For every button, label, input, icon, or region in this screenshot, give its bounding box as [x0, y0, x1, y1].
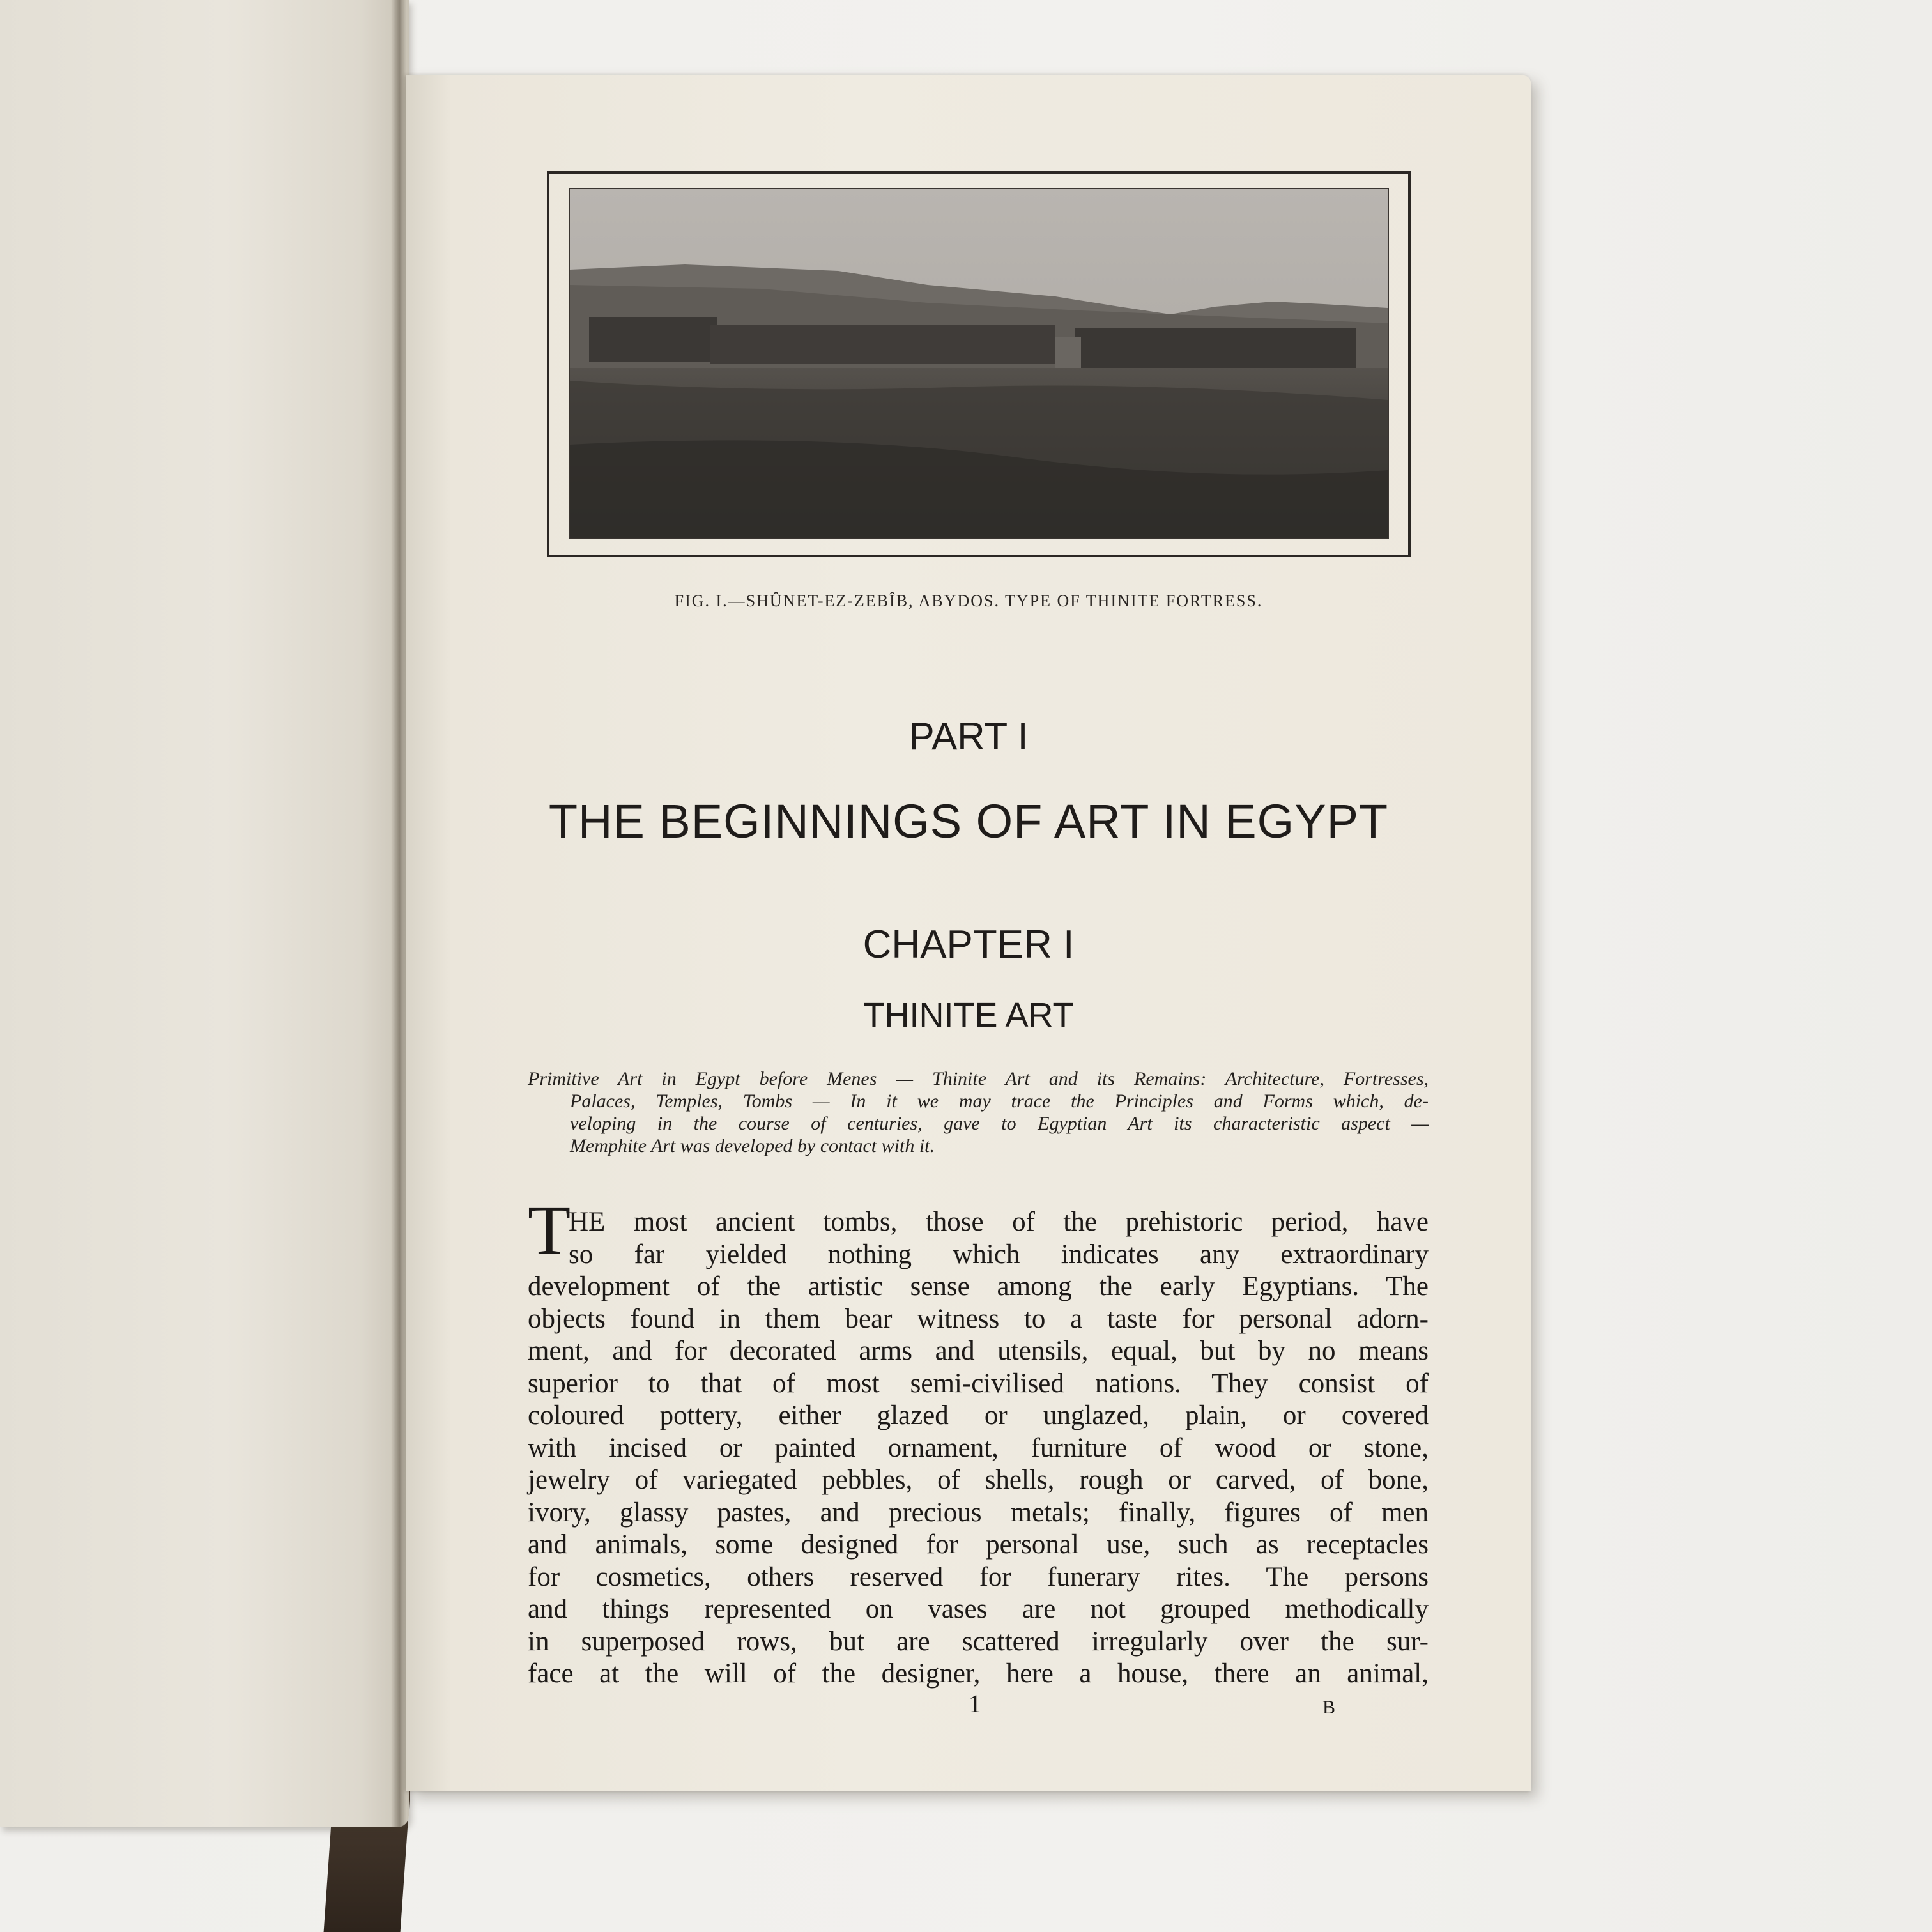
body-line: face at the will of the designer, here a house, there an animal,: [528, 1659, 1429, 1689]
body-line: in superposed rows, but are scattered irregularly over the sur-: [528, 1626, 1429, 1657]
body-line: and animals, some designed for personal use, such as receptacles: [528, 1529, 1429, 1560]
body-line: development of the artistic sense among the early Egyptians. The: [528, 1271, 1429, 1301]
body-line: jewelry of variegated pebbles, of shells, rough or carved, of bone,: [528, 1465, 1429, 1495]
body-line: HE most ancient tombs, those of the prehistoric period, have: [569, 1207, 1429, 1237]
figure-photo-fortress: [569, 188, 1389, 539]
body-line: so far yielded nothing which indicates any extraordinary: [569, 1239, 1429, 1269]
chapter-summary: [528, 1068, 1429, 1157]
figure-caption: FIG. I.—SHÛNET-EZ-ZEBÎB, ABYDOS. TYPE OF THINITE FORTRESS.: [674, 592, 1263, 610]
body-line: ivory, glassy pastes, and precious metals; finally, figures of men: [528, 1497, 1429, 1528]
chapter-heading: CHAPTER I: [862, 923, 1075, 967]
summary-line: Palaces, Temples, Tombs — In it we may trace the Principles and Forms which, de-: [570, 1091, 1429, 1112]
body-line: objects found in them bear witness to a taste for personal adorn-: [528, 1303, 1429, 1334]
summary-line: Memphite Art was developed by contact with it.: [570, 1135, 935, 1156]
book-gutter: [391, 0, 406, 1827]
part-heading: PART I: [908, 715, 1029, 758]
body-paragraph: [528, 1206, 1429, 1690]
right-page: [406, 75, 1531, 1791]
body-line: and things represented on vases are not grouped methodically: [528, 1594, 1429, 1624]
part-title: THE BEGINNINGS OF ART IN EGYPT: [548, 795, 1389, 848]
summary-line: Primitive Art in Egypt before Menes — Thinite Art and its Remains: Architecture, Fortresses,: [528, 1068, 1429, 1089]
body-line: superior to that of most semi-civilised nations. They consist of: [528, 1368, 1429, 1399]
chapter-title: THINITE ART: [863, 996, 1074, 1034]
body-line: coloured pottery, either glazed or unglazed, plain, or covered: [528, 1400, 1429, 1430]
body-line: for cosmetics, others reserved for funerary rites. The persons: [528, 1561, 1429, 1592]
fortress-photograph: [570, 189, 1388, 538]
body-line: ment, and for decorated arms and utensils, equal, but by no means: [528, 1336, 1429, 1366]
signature-mark: B: [1322, 1697, 1336, 1718]
left-page: [0, 0, 409, 1827]
page-number: 1: [969, 1689, 981, 1718]
drop-cap: T: [528, 1191, 571, 1269]
summary-line: veloping in the course of centuries, gave to Egyptian Art its characteristic aspect —: [570, 1113, 1429, 1134]
figure-frame: [547, 171, 1411, 557]
body-line: with incised or painted ornament, furniture of wood or stone,: [528, 1432, 1429, 1463]
